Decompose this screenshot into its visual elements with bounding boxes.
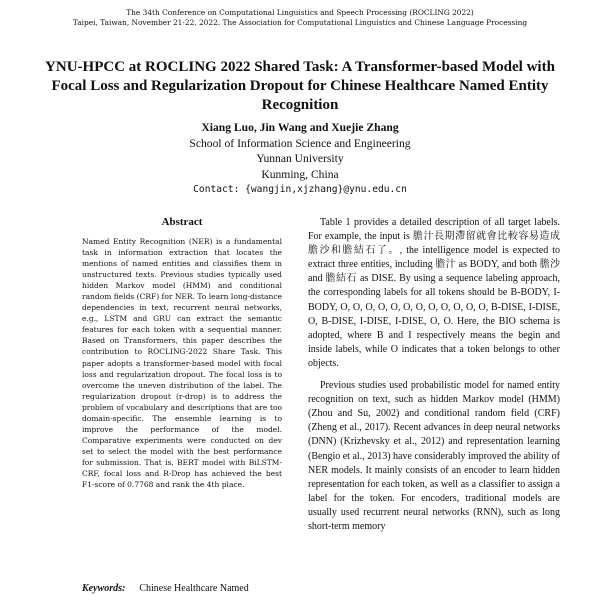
- abstract-body: Named Entity Recognition (NER) is a fundamental task in information extraction that locates the mentions of named entities and classifies them in unstructured texts. Previous studies typically used hidden Markov model (HMM) and conditional random fields (CRF) for NER. To learn long-distance dependencies in text, recurrent neural networks, e.g., LSTM and GRU can extract the semantic features for each token with a sequential manner. Based on Transformers, this paper describes the contribution to ROCLING-2022 Share Task. This paper adopts a transformer-based model with focal loss and regularization dropout. The focal loss is to overcome the uneven distribution of the label. The regularization dropout (r-drop) is to address the problem of vocabulary and descriptions that are too domain-specific. The ensemble learning is to improve the performance of the model. Comparative experiments were conducted on dev set to select the model with the best performance for submission. That is, BERT model with BiLSTM-CRF, focal loss and R-Drop has achieved the best F1-score of 0.7768 and rank the 4th place.: [82, 237, 282, 490]
- paragraph-table-description: Table 1 provides a detailed description of all target labels. For example, the input is 膽汁長期滯留就會比較容易造成膽沙和膽結石了。, the intelligence model is expected to extract three entities, including 膽汁 as BODY, and both 膽沙 and 膽結石 as DISE. By using a sequence labeling approach, the corresponding labels for all tokens should be B-BODY, I-BODY, O, O, O, O, O, O, O, O, O, O, O, O, B-DISE, I-DISE, O, B-DISE, I-DISE, I-DISE, O, O. Here, the BIO schema is adopted, where B and I respectively means the begin and inside labels, while O indicates that a token belongs to other objects.: [308, 217, 560, 369]
- paragraph-previous-studies: Previous studies used probabilistic model for named entity recognition on text, such as hidden Markov model (HMM) (Zhou and Su, 2002) and conditional random field (CRF) (Zheng et al., 2017). Recent advances in deep neural networks (DNN) (Krizhevsky et al., 2012) and representation learning (Bengio et al., 2013) have considerably improved the ability of NER models. It mainly consists of an encoder to learn hidden representation for each token, as well as a classifier to assign a label for the token. For encoders, traditional models are usually used recurrent neural networks (RNN), such as long short-term memory: [308, 380, 560, 532]
- keywords-label: Keywords:: [82, 583, 126, 594]
- keywords-line: [82, 583, 287, 594]
- keywords-text: Chinese Healthcare Named: [139, 583, 249, 594]
- conference-header: [0, 8, 600, 28]
- author-contact: Contact: {wangjin,xjzhang}@ynu.edu.cn: [193, 184, 407, 195]
- paper-title: YNU-HPCC at ROCLING 2022 Shared Task: A Transformer-based Model with Focal Loss and Regularization Dropout for Chinese Healthcare Named Entity Recognition: [45, 59, 555, 113]
- author-university: Yunnan University: [256, 152, 344, 165]
- author-school: School of Information Science and Engineering: [189, 136, 411, 150]
- conference-line-2: Taipei, Taiwan, November 21-22, 2022. The Association for Computational Linguistics and Chinese Language Processing: [72, 18, 528, 27]
- author-names: Xiang Luo, Jin Wang and Xuejie Zhang: [201, 121, 399, 134]
- author-block: [0, 120, 600, 198]
- abstract-heading: Abstract: [161, 216, 203, 228]
- abstract-section: [82, 216, 282, 490]
- conference-line-1: The 34th Conference on Computational Linguistics and Speech Processing (ROCLING 2022): [126, 8, 474, 17]
- author-city: Kunming, China: [261, 167, 339, 181]
- body-right-column: [308, 216, 560, 534]
